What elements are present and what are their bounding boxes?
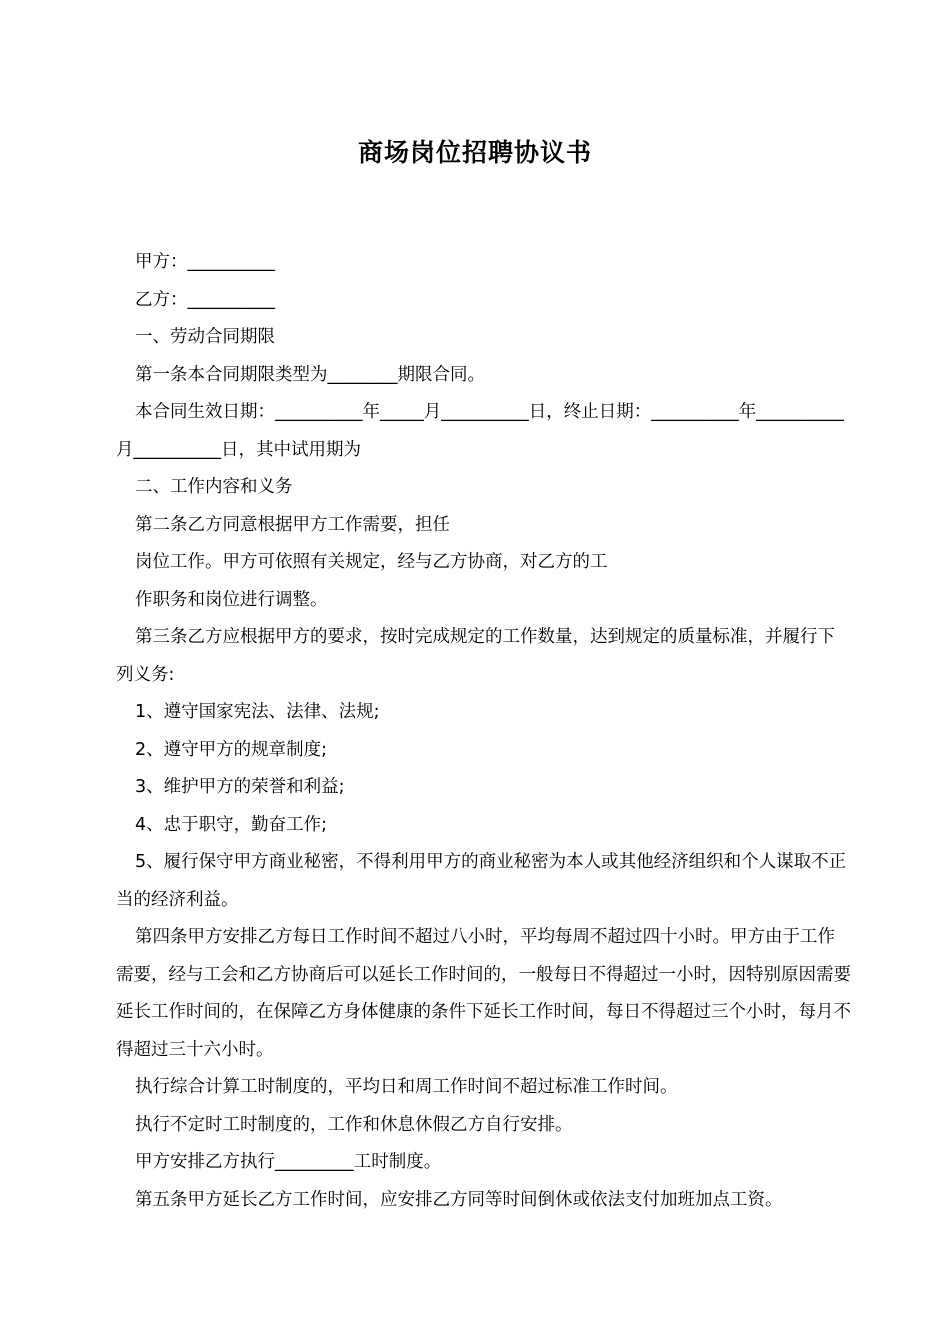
obligation-item-1: 1、遵守国家宪法、法律、法规; <box>135 702 380 722</box>
article-5: 第五条甲方延长乙方工作时间，应安排乙方同等时间倒休或依法支付加班加点工资。 <box>135 1189 783 1210</box>
document-body <box>116 244 851 1219</box>
document-title: 商场岗位招聘协议书 <box>357 138 592 167</box>
obligation-item-4: 4、忠于职守，勤奋工作; <box>135 814 328 835</box>
party-a-line: 甲方：__________ <box>135 252 275 272</box>
hours-system-paragraph: 甲方安排乙方执行_________工时制度。 <box>135 1152 442 1172</box>
obligation-item-3: 3、维护甲方的荣誉和利益; <box>135 777 345 797</box>
article-2-line-3: 作职务和岗位进行调整。 <box>135 589 328 610</box>
flexible-hours-paragraph: 执行不定时工时制度的，工作和休息休假乙方自行安排。 <box>135 1114 573 1135</box>
party-b-line: 乙方：__________ <box>135 289 275 310</box>
article-2-line-2: 岗位工作。甲方可依照有关规定，经与乙方协商，对乙方的工 <box>135 552 608 572</box>
obligation-item-2: 2、遵守甲方的规章制度; <box>135 739 328 760</box>
section-heading-contract-term: 一、劳动合同期限 <box>135 327 275 347</box>
obligation-item-5: 5、履行保守甲方商业秘密，不得利用甲方的商业秘密为本人或其他经济组织和个人谋取不正当的经济利益。 <box>116 852 847 910</box>
article-4: 第四条甲方安排乙方每日工作时间不超过八小时，平均每周不超过四十小时。甲方由于工作需要，经与工会和乙方协商后可以延长工作时间的，一般每日不得超过一小时，因特别原因需要延长工作时间的，在保障乙方身体健康的条件下延长工作时间，每日不得超过三个小时，每月不得超过三十六小时。 <box>116 927 851 1060</box>
article-1: 第一条本合同期限类型为________期限合同。 <box>135 364 485 385</box>
comprehensive-hours-paragraph: 执行综合计算工时制度的，平均日和周工作时间不超过标准工作时间。 <box>135 1077 678 1097</box>
article-3: 第三条乙方应根据甲方的要求，按时完成规定的工作数量，达到规定的质量标准，并履行下列义务: <box>116 627 835 685</box>
article-2-line-1: 第二条乙方同意根据甲方工作需要，担任 <box>135 514 450 535</box>
effective-date-paragraph: 本合同生效日期：__________年_____月__________日，终止日期：__________年__________月__________日，其中试用期为 <box>116 402 844 460</box>
section-heading-duties: 二、工作内容和义务 <box>135 477 293 497</box>
